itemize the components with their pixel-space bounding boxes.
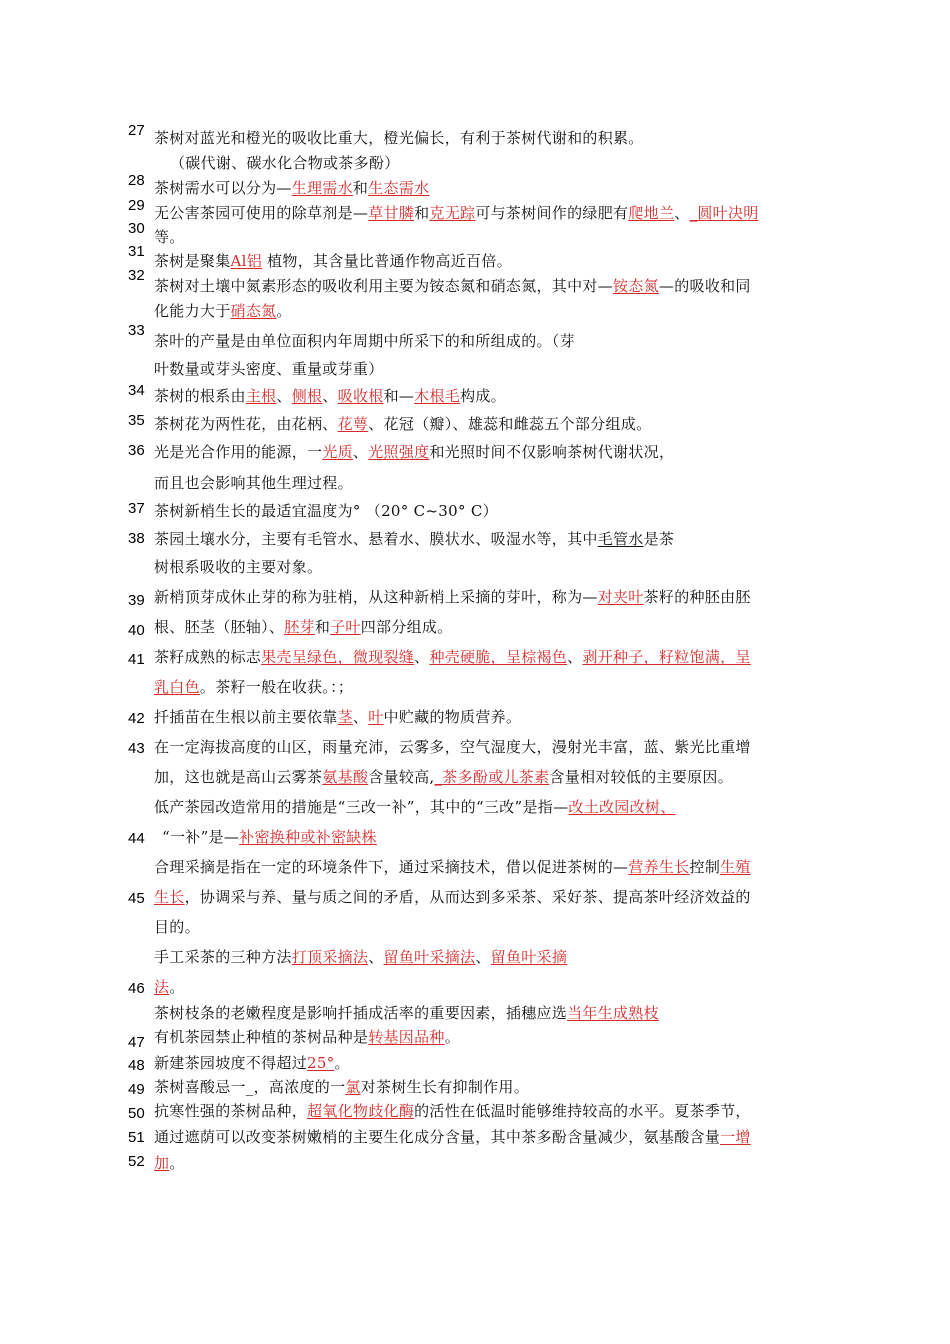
answer-blank: 生殖	[720, 858, 751, 876]
answer-blank: 乳白色	[154, 678, 200, 696]
q38-line-2: 树根系吸收的主要对象。	[154, 558, 323, 576]
q34-line: 茶树的根系由主根、侧根、吸收根和—木根毛构成。	[154, 387, 506, 405]
q32-line-2: 化能力大于硝态氮。	[154, 302, 292, 320]
answer-blank: 茎	[337, 708, 353, 726]
answer-blank: 铵态氮	[613, 277, 659, 295]
question-number: 28	[128, 172, 145, 189]
answer-blank: 改土改园改树、	[568, 798, 676, 816]
answer-blank: 生理需水	[291, 179, 353, 197]
question-number: 49	[128, 1081, 145, 1098]
answer-blank: 打顶采摘法	[291, 948, 369, 966]
question-number: 35	[128, 412, 145, 429]
answer-blank: 硝态氮	[230, 302, 277, 320]
answer-blank: 叶	[368, 708, 384, 726]
answer-blank: 超氧化物歧化酶	[307, 1102, 415, 1120]
q51-line-1: 通过遮荫可以改变茶树嫩梢的主要生化成分含量，其中茶多酚含量减少，氨基酸含量一增	[154, 1128, 751, 1146]
answer-blank: 补密换种或补密缺株	[239, 828, 377, 846]
q27-line-2	[170, 153, 400, 173]
q46-line-1: 手工采茶的三种方法打顶采摘法、留鱼叶采摘法、留鱼叶采摘	[154, 948, 568, 966]
answer-blank: 氨基酸	[322, 768, 369, 786]
answer-blank: 转基因品种	[368, 1028, 445, 1046]
q45-line-2: 生长，协调采与养、量与质之间的矛盾，从而达到多采茶、采好茶、提高茶叶经济效益的	[154, 888, 751, 906]
q33-line-1: 茶叶的产量是由单位面积内年周期中所采下的和所组成的。（芽	[154, 332, 575, 350]
answer-blank: Al铝	[230, 252, 263, 270]
answer-blank: _圆叶决明	[689, 204, 759, 222]
answer-blank: 生态需水	[368, 179, 430, 197]
q51-line-2: 加。	[154, 1154, 185, 1172]
question-number: 30	[128, 220, 145, 237]
question-number: 31	[128, 243, 145, 260]
q46b-line: 茶树枝条的老嫩程度是影响扦插成活率的重要因素，插穗应选当年生成熟枝	[154, 1004, 659, 1022]
answer-blank: 营养生长	[628, 858, 690, 876]
answer-blank: 氯	[345, 1078, 361, 1096]
question-number: 27	[128, 122, 145, 139]
q33-line-2: 叶数量或芽头密度、重量或芽重）	[154, 360, 384, 378]
q29-line-2: 等。	[154, 228, 185, 246]
question-number: 36	[128, 442, 145, 459]
question-number: 34	[128, 382, 145, 399]
q44-line-2: “一补”是—补密换种或补密缺株	[162, 828, 377, 846]
q45-line-3: 目的。	[154, 918, 200, 936]
question-number: 39	[128, 592, 145, 609]
question-number: 38	[128, 530, 145, 547]
answer-blank: 加	[154, 1154, 170, 1172]
q43-line-1: 在一定海拔高度的山区，雨量充沛，云雾多，空气湿度大，漫射光丰富，蓝、紫光比重增	[154, 738, 751, 756]
q44-line-1: 低产茶园改造常用的措施是“三改一补”，其中的“三改”是指—改土改园改树、	[154, 798, 676, 816]
q28-line: 茶树需水可以分为—生理需水和生态需水	[154, 179, 430, 197]
answer-blank: 25°	[307, 1054, 335, 1072]
q39-line-2: 根、胚茎（胚轴）、胚芽和子叶四部分组成。	[154, 618, 453, 636]
answer-blank: 草甘膦	[368, 204, 415, 222]
question-number: 52	[128, 1153, 145, 1170]
q36-line-2: 而且也会影响其他生理过程。	[154, 474, 353, 492]
answer-blank: 生长	[154, 888, 185, 906]
answer-blank: 留鱼叶采摘法	[383, 948, 476, 966]
question-number: 32	[128, 267, 145, 284]
q38-line-1: 茶园土壤水分，主要有毛管水、悬着水、膜状水、吸湿水等，其中毛管水是茶	[154, 530, 675, 548]
answer-blank: 法	[154, 978, 170, 996]
answer-blank: 子叶	[330, 618, 361, 636]
q45-line-1: 合理采摘是指在一定的环境条件下，通过采摘技术，借以促进茶树的—营养生长控制生殖	[154, 858, 751, 876]
q50-line: 抗寒性强的茶树品种，超氧化物歧化酶的活性在低温时能够维持较高的水平。夏茶季节，	[154, 1102, 751, 1120]
answer-blank: 木根毛	[414, 387, 461, 405]
q48-line: 新建茶园坡度不得超过25°。	[154, 1054, 350, 1072]
answer-blank: 种壳硬脆，呈棕褐色	[429, 648, 568, 666]
question-number: 33	[128, 322, 145, 339]
answer-blank: 毛管水	[597, 530, 644, 548]
q29-line-1: 无公害茶园可使用的除草剂是—草甘膦和克无踪可与茶树间作的绿肥有爬地兰、_圆叶决明	[154, 204, 759, 222]
answer-blank: 果壳呈绿色，微现裂缝	[261, 648, 415, 666]
answer-blank: 主根	[245, 387, 277, 405]
q35-line: 茶树花为两性花，由花柄、花萼、花冠（瓣）、雄蕊和雌蕊五个部分组成。	[154, 415, 652, 433]
answer-text: （碳代谢、碳水化合物或茶多酚）	[170, 154, 400, 172]
question-number: 42	[128, 710, 145, 727]
question-number: 48	[128, 1057, 145, 1074]
answer-blank: 剥开种子，籽粒饱满，呈	[582, 648, 751, 666]
question-number: 41	[128, 651, 145, 668]
q27-line-1	[154, 128, 644, 148]
answer-blank: 一增	[720, 1128, 751, 1146]
q36-line-1: 光是光合作用的能源，一光质、光照强度和光照时间不仅影响茶树代谢状况，	[154, 443, 675, 461]
question-number: 37	[128, 500, 145, 517]
question-number: 44	[128, 830, 145, 847]
answer-blank: 留鱼叶采摘	[490, 948, 568, 966]
answer-blank: 光质	[322, 443, 353, 461]
q47-line: 有机茶园禁止种植的茶树品种是转基因品种。	[154, 1028, 461, 1046]
question-number: 46	[128, 980, 145, 997]
question-number: 29	[128, 197, 145, 214]
q42-line: 扦插苗在生根以前主要依靠茎、叶中贮藏的物质营养。	[154, 708, 522, 726]
answer-blank: 胚芽	[284, 618, 315, 636]
question-number: 43	[128, 740, 145, 757]
question-text: 茶树对蓝光和橙光的吸收比重大，橙光偏长，有利于茶树代谢和的积累。	[154, 129, 644, 147]
q37-line: 茶树新梢生长的最适宜温度为° （20° C~30° C）	[154, 502, 498, 520]
question-number: 45	[128, 890, 145, 907]
q41-line-1: 茶籽成熟的标志果壳呈绿色，微现裂缝、种壳硬脆，呈棕褐色、剥开种子，籽粒饱满，呈	[154, 648, 751, 666]
answer-blank: 克无踪	[429, 204, 476, 222]
q31-line: 茶树是聚集Al铝 植物，其含量比普通作物高近百倍。	[154, 252, 512, 270]
question-number: 47	[128, 1034, 145, 1051]
question-number: 40	[128, 622, 145, 639]
q46-line-2: 法。	[154, 978, 185, 996]
q39-line-1: 新梢顶芽成休止芽的称为驻梢，从这种新梢上采摘的芽叶，称为—对夹叶茶籽的种胚由胚	[154, 588, 751, 606]
q43-line-2: 加，这也就是高山云雾茶氨基酸含量较高,_茶多酚或儿茶素含量相对较低的主要原因。	[154, 768, 734, 786]
answer-blank: 当年生成熟枝	[567, 1004, 659, 1022]
q49-line: 茶树喜酸忌一_，高浓度的一氯对茶树生长有抑制作用。	[154, 1078, 530, 1096]
answer-blank: 花萼	[337, 415, 369, 433]
question-number: 51	[128, 1129, 145, 1146]
q41-line-2: 乳白色。茶籽一般在收获。：；	[154, 678, 354, 696]
answer-blank: 光照强度	[368, 443, 430, 461]
answer-blank: 侧根	[291, 387, 323, 405]
answer-blank: 对夹叶	[597, 588, 644, 606]
answer-blank: _茶多酚或儿茶素	[434, 768, 550, 786]
answer-blank: 爬地兰	[628, 204, 675, 222]
question-number: 50	[128, 1105, 145, 1122]
answer-blank: 吸收根	[337, 387, 384, 405]
q32-line-1: 茶树对土壤中氮素形态的吸收利用主要为铵态氮和硝态氮，其中对—铵态氮—的吸收和同	[154, 277, 751, 295]
